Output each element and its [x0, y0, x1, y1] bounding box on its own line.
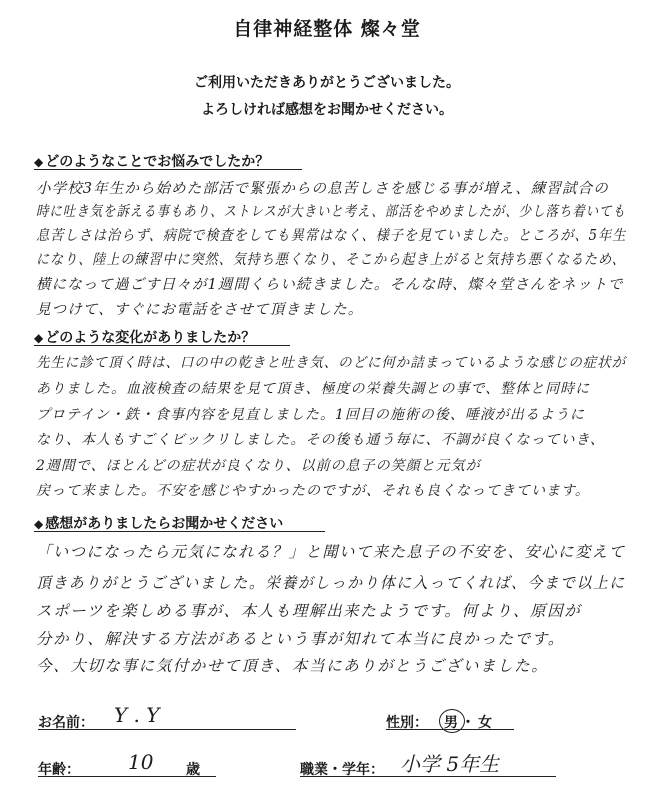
- gender-label: 性別：: [386, 715, 428, 731]
- answer-2-line-6: 戻って来ました。不安を感じやすかったのですが、それも良くなってきています。: [36, 483, 590, 499]
- age-value: 10: [128, 750, 154, 774]
- answer-1-line-6: 見つけて、すぐにお電話をさせて頂きました。: [36, 302, 364, 318]
- question-2-underline: [34, 345, 290, 346]
- gender-separator: ・: [461, 715, 475, 731]
- diamond-bullet-icon: ◆: [34, 155, 44, 169]
- answer-1-line-5: 横になって過ごす日々が1週間くらい続きました。そんな時、燦々堂さんをネットで: [36, 277, 624, 293]
- occupation-value: 小学 5年生: [400, 752, 500, 776]
- answer-2-line-2: ありました。血液検査の結果を見て頂き、極度の栄養失調との事で、整体と同時に: [36, 381, 591, 397]
- answer-1-line-3: 息苦しさは治らず、病院で検査をしても異常はなく、様子を見ていました。ところが、5年生: [36, 228, 627, 244]
- gender-underline: [386, 729, 514, 730]
- answer-3-line-5: 今、大切な事に気付かせて頂き、本当にありがとうございました。: [36, 657, 549, 675]
- answer-1-line-4: になり、陸上の練習中に突然、気持ち悪くなり、そこから起き上がると気持ち悪くなるため、: [36, 252, 626, 268]
- age-label: 年齢：: [38, 762, 80, 778]
- question-1-underline: [34, 169, 302, 170]
- name-underline: [38, 729, 296, 730]
- question-2-heading: [34, 327, 255, 347]
- answer-1-line-2: 時に吐き気を訴える事もあり、ストレスが大きいと考え、部活をやめましたが、少し落ち着いても: [36, 204, 626, 220]
- answer-2-line-1: 先生に診て頂く時は、口の中の乾きと吐き気、のどに何か詰まっているような感じの症状が: [36, 355, 626, 371]
- question-3-text: 感想がありましたらお聞かせください: [45, 516, 284, 532]
- answer-3-line-4: 分かり、解決する方法があるという事が知れて本当に良かったです。: [36, 630, 565, 648]
- occupation-underline: [300, 776, 556, 777]
- question-1-heading: [34, 151, 269, 171]
- age-suffix: 歳: [186, 762, 200, 778]
- name-label: お名前：: [38, 715, 94, 731]
- question-3-heading: [34, 513, 283, 533]
- diamond-bullet-icon: ◆: [34, 517, 44, 531]
- answer-1-line-1: 小学校3年生から始めた部活で緊張からの息苦しさを感じる事が増え、練習試合の: [36, 181, 609, 197]
- answer-3-line-2: 頂きありがとうございました。栄養がしっかり体に入ってくれば、今まで以上に: [36, 574, 626, 592]
- answer-3-line-3: スポーツを楽しめる事が、本人も理解出来たようです。何より、原因が: [36, 602, 582, 620]
- name-value: Y . Y: [114, 703, 160, 727]
- question-3-underline: [34, 531, 325, 532]
- gender-option-female: 女: [478, 715, 492, 731]
- intro-line-2: よろしければ感想をお聞かせください。: [201, 102, 453, 118]
- clinic-title: 自律神経整体 燦々堂: [233, 18, 421, 40]
- age-underline: [38, 776, 216, 777]
- answer-3-line-1: 「いつになったら元気になれる？」と聞いて来た息子の不安を、安心に変えて: [36, 543, 626, 561]
- intro-line-1: ご利用いただきありがとうございました。: [194, 75, 460, 91]
- question-1-text: どのようなことでお悩みでしたか？: [45, 154, 270, 170]
- gender-option-male: 男: [444, 712, 458, 732]
- answer-2-line-4: なり、本人もすごくビックリしました。その後も通う毎に、不調が良くなっていき、: [36, 432, 605, 448]
- question-2-text: どのような変化がありましたか？: [45, 330, 256, 346]
- answer-2-line-5: 2週間で、ほとんどの症状が良くなり、以前の息子の笑顔と元気が: [36, 458, 481, 474]
- occupation-label: 職業・学年：: [300, 762, 384, 778]
- diamond-bullet-icon: ◆: [34, 331, 44, 345]
- answer-2-line-3: プロテイン・鉄・食事内容を見直しました。1回目の施術の後、唾液が出るように: [36, 407, 585, 423]
